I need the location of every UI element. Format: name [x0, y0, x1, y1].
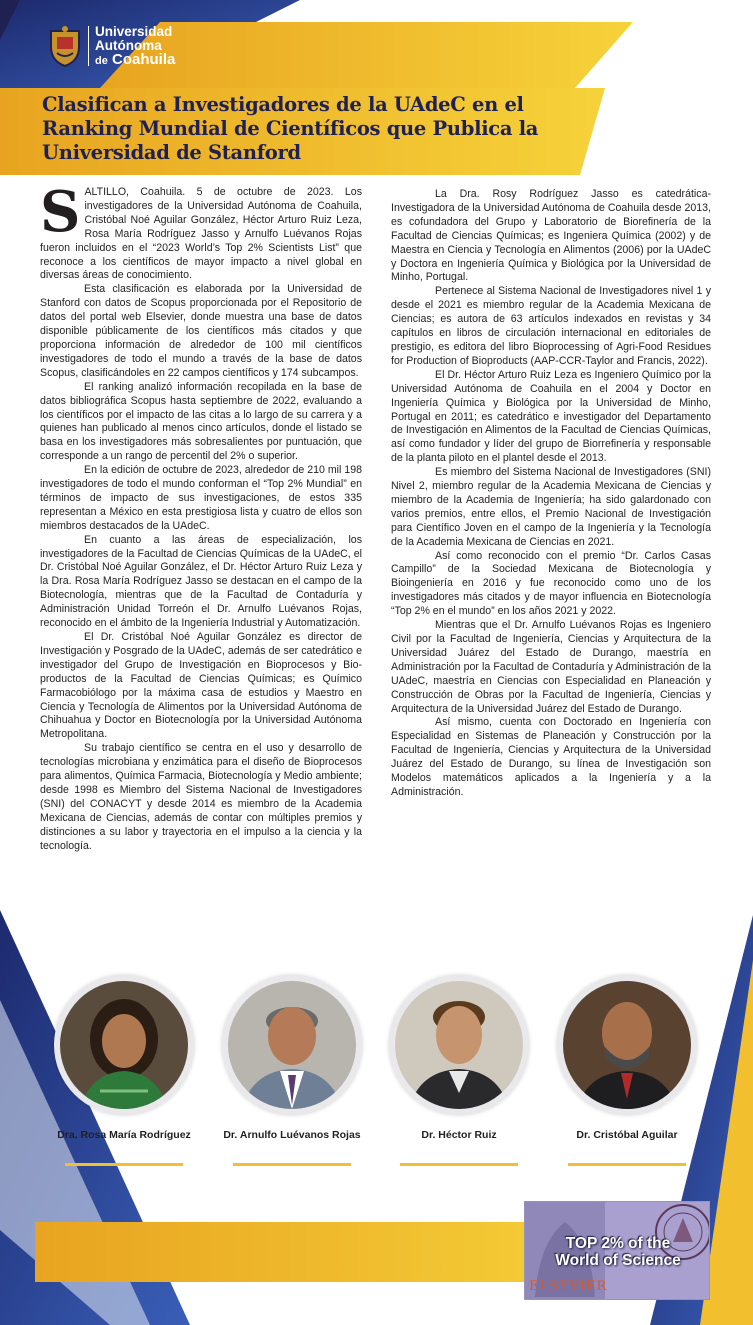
photo-frame [557, 975, 697, 1115]
photo-frame [389, 975, 529, 1115]
photo-frame [222, 975, 362, 1115]
badge-title [525, 1235, 710, 1269]
logo-line-3 [95, 50, 176, 68]
logo-line-3-prefix: de [95, 54, 108, 67]
portrait-photo [60, 981, 188, 1109]
portrait-arnulfo-luevanos [220, 975, 364, 1166]
lead-text: ALTILLO, Coahuila. 5 de octubre de 2023. Los investigadores de la Universidad Autónoma de Coahuila, Cristóbal Noé Aguilar González, Héctor Arturo Ruiz Leza, Rosa María Rodríguez Jasso y Arnulfo Luévanos Rojas fueron incluidos en el “2023 World’s Top 2% Scientists List” que reconoce a los científicos de mayor impacto a nivel global en diversas áreas de conocimiento. [40, 186, 362, 282]
drop-cap: S [40, 179, 81, 245]
elsevier-wordmark: ELSEVIER [529, 1279, 608, 1294]
university-logo[interactable] [48, 22, 175, 70]
portrait-photo [228, 981, 356, 1109]
coat-of-arms-icon [48, 25, 82, 67]
paragraph: Su trabajo científico se centra en el uso y desarrollo de tecnologías microbiana y enzimática para el diseño de Bioprocesos para alimentos, Química Farmacia, Biotecnología y Medio ambiente; desde 1998 es Miembro del Sistema Nacional de Investigadores (SNI) del CONACYT y desde 2014 es miembro de la Academia Mexicana de Ciencias, además de contar con múltiples premios y distinciones a su labor y trayectoria en el impulso a la ciencia y la tecnología. [40, 742, 362, 852]
paragraph: La Dra. Rosy Rodríguez Jasso es catedrática-Investigadora de la Universidad Autónoma de Coahuila desde 2013, es cofundadora del Grupo y Laboratorio de Biorefinería de la Facultad de Ciencias Químicas; es Ingeniera Química (2002) y de Maestra en Ciencia y Tecnología en Alimentos (2006) por la UAdeC y Doctora en Ingeniería Química y Biológica por la Universidad de Minho, Portugal. [391, 188, 711, 284]
portrait-caption: Dr. Arnulfo Luévanos Rojas [223, 1129, 361, 1141]
logo-divider [88, 26, 89, 66]
logo-wordmark [95, 25, 175, 68]
portrait-caption: Dr. Cristóbal Aguilar [576, 1129, 678, 1141]
portrait-photo [563, 981, 691, 1109]
paragraph: Así mismo, cuenta con Doctorado en Ingeniería con Especialidad en Sistemas de Planeación y Construcción por la Facultad de Ingeniería, Ciencias y Arquitectura de la Universidad Juárez del Estado de Durango, su línea de Investigación son Modelos matemáticos aplicados a la Ingeniería y a la Administración. [391, 716, 711, 798]
badge-title-line-2: World of Science [555, 1252, 681, 1269]
paragraph: En cuanto a las áreas de especialización, los investigadores de la Facultad de Ciencias Químicas de la UAdeC, el Dr. Cristóbal Noé Aguilar González, el Dr. Héctor Arturo Ruiz Leza y la Dra. Rosa María Rodríguez Jasso se destacan en el campo de la Biotecnología, mientras que de la Facultad de Contaduría y Administración Unidad Torreón el Dr. Arnulfo Luévanos Rojas, reconocido en el ámbito de la Ingeniería Industrial y Automatización. [40, 533, 362, 630]
portrait-photo [395, 981, 523, 1109]
article-right-column [391, 188, 711, 800]
lead-paragraph [40, 179, 362, 283]
logo-line-3-name: Coahuila [112, 50, 176, 68]
logo-line-1: Universidad [95, 23, 173, 39]
portrait-hector-ruiz [387, 975, 531, 1166]
portrait-caption: Dr. Héctor Ruiz [421, 1129, 497, 1141]
article-left-column [40, 179, 362, 854]
portrait-caption: Dra. Rosa María Rodríguez [57, 1129, 191, 1141]
caption-underline [233, 1163, 351, 1166]
paragraph: El Dr. Héctor Arturo Ruiz Leza es Ingeniero Químico por la Universidad Autónoma de Coahuila en el 2004 y Doctor en Ingeniería Química y Biológica por la Universidad de Minho, Portugal en 2011; es catedrático e investigador del Departamento de Investigación en Alimentos de la Facultad de Ciencias Químicas, así como fundador y líder del grupo de Biorrefinería y responsable de la planta piloto en el plantel desde el 2013. [391, 368, 711, 465]
caption-underline [65, 1163, 183, 1166]
logo-line-2: Autónoma [95, 37, 162, 53]
caption-underline [568, 1163, 686, 1166]
paragraph: Así como reconocido con el premio “Dr. Carlos Casas Campillo” de la Sociedad Mexicana de Biotecnología y Bioingeniería en 2016 y fue reconocido como uno de los investigadores más citados y de mayor influencia en Biotecnología “Top 2% en el mundo” en los años 2021 y 2022. [391, 549, 711, 618]
headline: Clasifican a Investigadores de la UAdeC en el Ranking Mundial de Científicos que Publica la Universidad de Stanford [42, 93, 539, 164]
paragraph: Esta clasificación es elaborada por la Universidad de Stanford con datos de Scopus proporcionada por el Repositorio de datos del portal web Elsevier, donde muestra una base de datos disponible públicamente de los científicos más citados y que proporciona información de alrededor de 100 mil científicos investigadores de todo el mundo a través de la base de datos Scopus, clasificándoles en 22 campos científicos y 174 subcampos. [40, 283, 362, 379]
paragraph: Es miembro del Sistema Nacional de Investigadores (SNI) Nivel 2, miembro regular de la Academia Mexicana de Ciencias y miembro de la Academia de Ingeniería; ha sido galardonado con varios premios, entre ellos, el Premio Nacional de Investigación para Científico Joven en el campo de la Ingeniería y la Tecnología de la Academia Mexicana de Ciencias en 2021. [391, 466, 711, 548]
caption-underline [400, 1163, 518, 1166]
paragraph: En la edición de octubre de 2023, alrededor de 210 mil 198 investigadores de todo el mundo conforman el “Top 2% Mundial” en términos de impacto de sus investigaciones, de estos 335 representan a México en esta prestigiosa lista y cuatro de ellos son miembros destacados de la UAdeC. [40, 464, 362, 532]
paragraph: Mientras que el Dr. Arnulfo Luévanos Rojas es Ingeniero Civil por la Facultad de Ingeniería, Ciencias y Arquitectura de la Universidad Juárez del Estado de Durango, maestría en Administración por la Facultad de Contaduría y Administración de la UAdeC, maestría en Ciencias con Especialidad en Planeación y Construcción de Obras por la Facultad de Ingeniería, Ciencias y Arquitectura de la Universidad Juárez del Estado de Durango. [391, 619, 711, 715]
photo-frame [54, 975, 194, 1115]
top2-percent-badge [524, 1201, 710, 1300]
paragraph: El Dr. Cristóbal Noé Aguilar González es director de Investigación y Posgrado de la UAdeC, además de ser catedrático e investigador del Grupo de Investigación en Bioprocesos y Bio-productos de la Facultad de Ciencias Químicas; es Químico Farmacobiólogo por la máxima casa de estudios y Maestro en Ciencia y Tecnología de Alimentos por la Universidad Autónoma de Chihuahua y Doctor en Biotecnología por la Universidad Autónoma Metropolitana. [40, 631, 362, 741]
paragraph: Pertenece al Sistema Nacional de Investigadores nivel 1 y desde el 2021 es miembro regular de la Academia Mexicana de Ciencias; es autora de 63 artículos indexados en revistas y 34 capítulos en libros de circulación internacional en editoriales de prestigio, es editora del libro Bioprocessing of Agri-Food Residues for Production of Bioproducts (AAP-CCR-Taylor and Francis, 2022). [391, 285, 711, 367]
paragraph: El ranking analizó información recopilada en la base de datos bibliográfica Scopus hasta septiembre de 2022, evaluando a los científicos por el impacto de las citas a lo largo de su carrera y a quienes han publicado al menos cinco artículos, donde el listado se basa en los investigadores más sobresalientes por puntuación, que corresponde a un rango de percentil del 2% o superior. [40, 380, 362, 463]
portrait-rosa-maria [52, 975, 196, 1166]
portrait-cristobal-aguilar [555, 975, 699, 1166]
badge-title-line-1: TOP 2% of the [565, 1235, 671, 1252]
